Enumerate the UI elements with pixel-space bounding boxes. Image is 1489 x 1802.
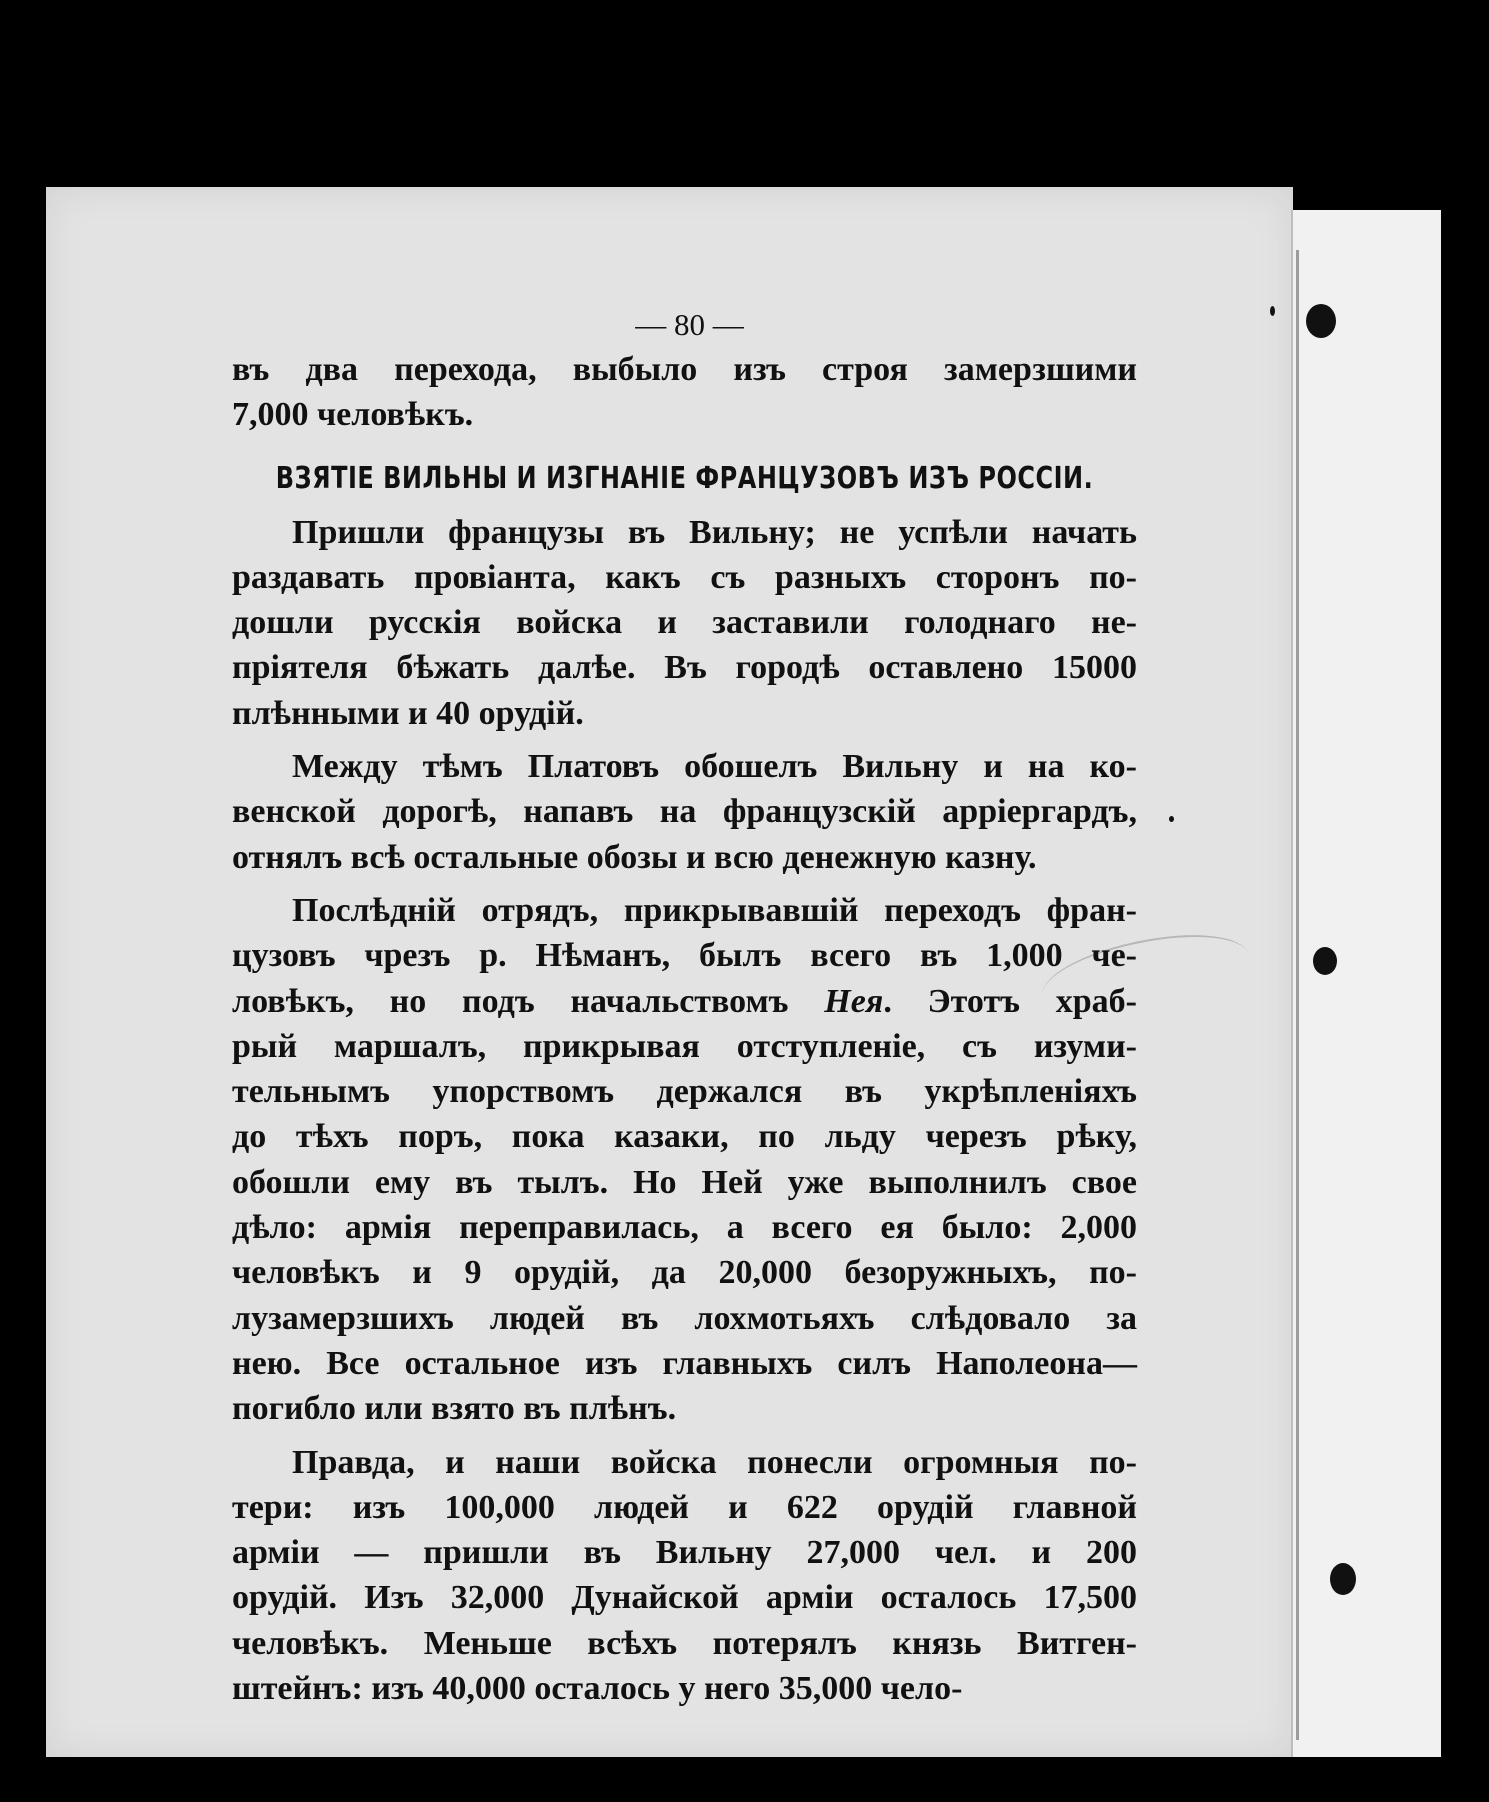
ink-speck <box>1270 306 1275 316</box>
document-body <box>232 303 1137 1719</box>
text-line: отнялъ всѣ остальные обозы и всю денежную казну. <box>232 838 1037 876</box>
text-line: штейнъ: изъ 40,000 осталось у него 35,000 чело- <box>232 1670 963 1708</box>
text-line: до тѣхъ поръ, пока казаки, по льду черезъ рѣку, <box>232 1118 1137 1156</box>
ink-speck <box>1169 816 1174 822</box>
paragraph <box>232 510 1137 736</box>
italic-name: Нея <box>824 982 884 1020</box>
text-line: Пришли французы въ Вильну; не успѣли начать <box>292 513 1137 551</box>
text-line: тери: изъ 100,000 людей и 622 орудій главной <box>232 1488 1137 1526</box>
text-line: нею. Все остальное изъ главныхъ силъ Наполеона— <box>232 1344 1137 1382</box>
adjacent-page-edge <box>1291 210 1441 1757</box>
page-edge-rule <box>1296 250 1299 1740</box>
text-line: тельнымъ упорствомъ держался въ укрѣпленіяхъ <box>232 1073 1137 1111</box>
text-line: Правда, и наши войска понесли огромныя по- <box>292 1443 1137 1481</box>
text-line: венской дорогѣ, напавъ на французскій арріергардъ, <box>232 793 1137 831</box>
text-line: 7,000 человѣкъ. <box>232 396 474 434</box>
text-line: раздавать провіанта, какъ съ разныхъ сторонъ по- <box>232 558 1137 596</box>
text-line: погибло или взято въ плѣнъ. <box>232 1390 677 1428</box>
text-line: человѣкъ и 9 орудій, да 20,000 безоружныхъ, по- <box>232 1254 1137 1292</box>
paragraph <box>232 888 1137 1432</box>
text-line: рый маршалъ, прикрывая отступленіе, съ изуми- <box>232 1027 1137 1065</box>
binding-hole-icon <box>1330 1563 1356 1595</box>
paragraph <box>232 744 1137 880</box>
text-line: Послѣдній отрядъ, прикрывавшій переходъ фран- <box>292 891 1137 929</box>
binding-hole-icon <box>1313 947 1337 975</box>
paragraph <box>232 347 1137 438</box>
paragraph <box>232 1440 1137 1712</box>
text-line: обошли ему въ тылъ. Но Ней уже выполнилъ свое <box>232 1163 1137 1201</box>
text-line: плѣнными и 40 орудій. <box>232 694 584 732</box>
text-line: человѣкъ. Меньше всѣхъ потерялъ князь Витген- <box>232 1624 1137 1662</box>
text-line: дошли русскія войска и заставили голоднаго не- <box>232 604 1137 642</box>
page-number: — 80 — <box>635 307 744 342</box>
binding-hole-icon <box>1306 304 1336 338</box>
text-line: цузовъ чрезъ р. Нѣманъ, былъ всего въ 1,000 че- <box>232 937 1137 975</box>
text-line: въ два перехода, выбыло изъ строя замерзшими <box>232 351 1137 388</box>
text-line: орудій. Изъ 32,000 Дунайской арміи осталось 17,500 <box>232 1579 1137 1617</box>
text-line: арміи — пришли въ Вильну 27,000 чел. и 200 <box>232 1534 1137 1572</box>
section-heading: ВЗЯТІЕ ВИЛЬНЫ И ИЗГНАНІЕ ФРАНЦУЗОВЪ ИЗЪ РОССІИ. <box>275 460 1094 496</box>
text-line: лузамерзшихъ людей въ лохмотьяхъ слѣдовало за <box>232 1299 1137 1337</box>
text-line: дѣло: армія переправилась, а всего ея было: 2,000 <box>232 1209 1137 1247</box>
text-line: ловѣкъ, но подъ начальствомъ Нея. Этотъ храб- <box>232 982 1138 1020</box>
text-line: Между тѣмъ Платовъ обошелъ Вильну и на ко- <box>292 748 1137 786</box>
text-line: пріятеля бѣжать далѣе. Въ городѣ оставлено 15000 <box>232 649 1137 687</box>
